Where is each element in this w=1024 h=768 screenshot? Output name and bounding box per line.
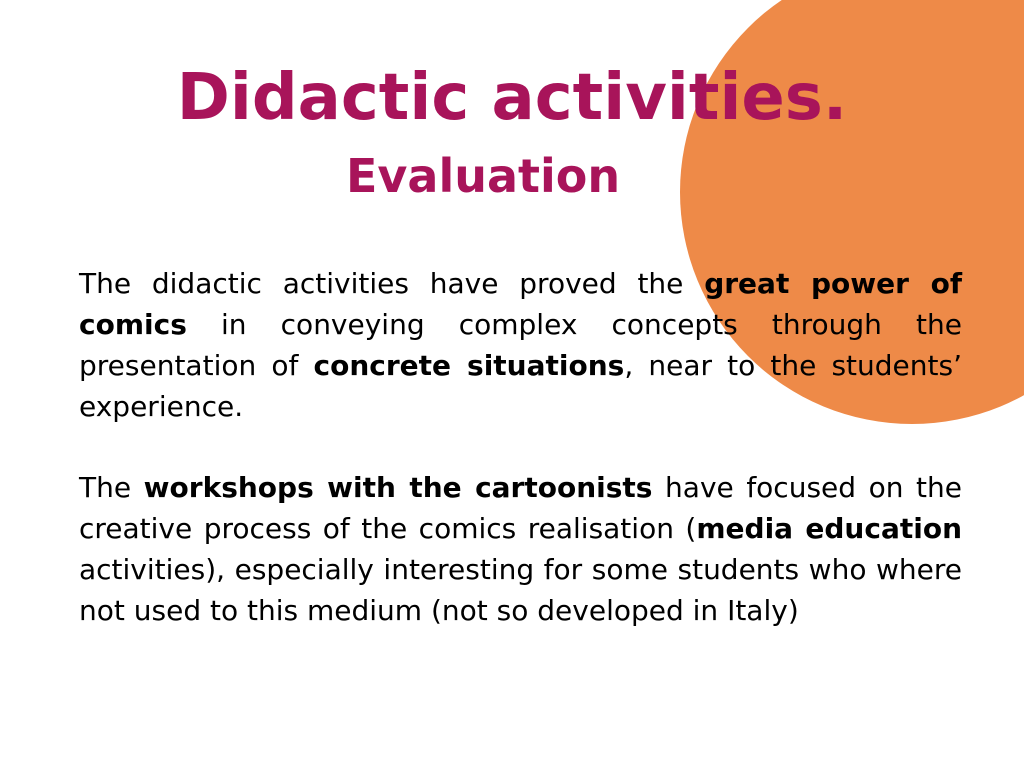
paragraph-text: The didactic activities have proved the xyxy=(79,267,705,300)
paragraph-text: in conveying complex concepts through the presentation of xyxy=(79,308,962,382)
slide-subtitle: Evaluation xyxy=(346,149,621,203)
emphasis-text: media education xyxy=(696,512,962,545)
paragraph-text: have focused on the creative process of the comics realisation ( xyxy=(79,471,962,545)
emphasis-text: concrete situations xyxy=(313,349,625,382)
paragraph-text: The xyxy=(79,471,144,504)
paragraph-text: activities), especially interesting for some students who where not used to this medium (not so developed in Italy) xyxy=(79,553,962,627)
paragraph-didactic-activities xyxy=(79,263,962,427)
paragraph-workshops xyxy=(79,467,962,631)
slide-title: Didactic activities. xyxy=(176,61,848,135)
paragraph-text: , near to the students’ experience. xyxy=(79,349,962,423)
emphasis-text: great power of comics xyxy=(79,267,962,341)
emphasis-text: workshops with the cartoonists xyxy=(143,471,653,504)
